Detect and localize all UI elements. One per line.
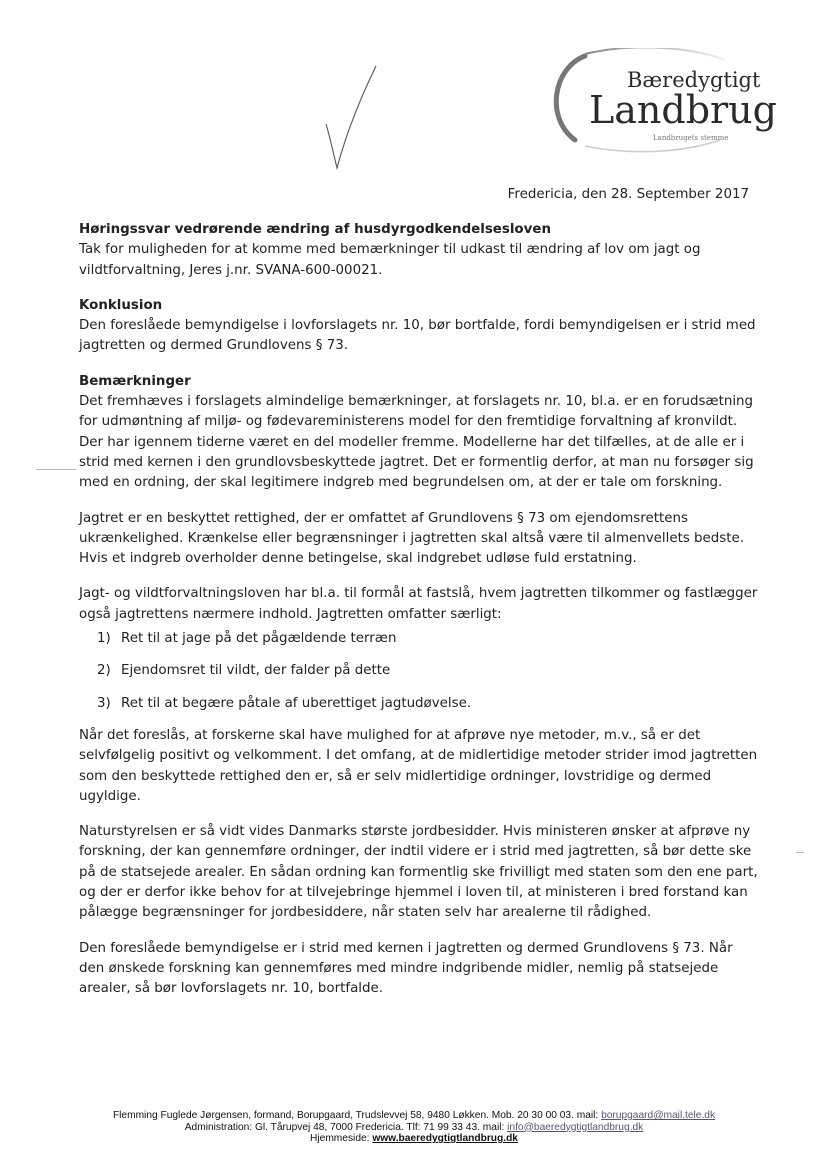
footer-website-label: Hjemmeside: (310, 1133, 373, 1145)
handwritten-checkmark (318, 62, 382, 174)
footer-line-website (0, 1133, 828, 1145)
paragraph-jagtret: Jagtret er en beskyttet rettighed, der er omfattet af Grundlovens § 73 om ejendomsrettens ukrænkelighed. Krænkelse eller begrænsninger i jagtretten skal altså være til almenvellets bedste. Hvis et indgreb overholder denne betingelse, skal indgrebet udløse fuld erstatning. (79, 510, 745, 567)
baeredygtigt-landbrug-logo (545, 48, 777, 158)
logo-text-top: Bæredygtigt (627, 68, 761, 92)
footer-line-chairman (0, 1110, 828, 1122)
letter-footer (0, 1110, 828, 1145)
bemaerkninger-paragraph: Det fremhæves i forslagets almindelige bemærkninger, at forslagets nr. 10, bl.a. er en forudsætning for udmøntning af miljø- og fødevareministerens model for den fremtidige forvaltning af kronvildt. Der har igennem tiderne været en del modeller fremme. Modellerne har det tilfælles, at de alle er i strid med kernen i den grundlovsbeskyttede jagtret. Det er formentlig derfor, at man nu forsøger sig med en ordning, der skal legitimere indgreb med begrundelsen om, at der er tale om forskning. (79, 394, 754, 491)
footer-administration-text: Administration: Gl. Tårupvej 48, 7000 Fredericia. Tlf: 71 99 33 43. mail: (184, 1121, 508, 1133)
logo-tagline: Landbrugets stemme (653, 134, 729, 142)
paragraph-naturstyrelsen: Naturstyrelsen er så vidt vides Danmarks største jordbesidder. Hvis ministeren ønsker at afprøve ny forskning, der kan gennemføre ordninger, der indtil videre er i strid med jagtretten, så bør dette ske på de statsejede arealer. En sådan ordning kan formentlig ske frivilligt med staten som den ene part, og der er derfor ikke behov for at tilvejebringe hjemmel i loven til, at ministeren i bred forstand kan pålægge begrænsninger for jordbesiddere, når staten selv har arealerne til rådighed. (79, 824, 758, 921)
website-link[interactable]: www.baeredygtigtlandbrug.dk (372, 1133, 518, 1145)
paragraph-forskning: Når det foreslås, at forskerne skal have mulighed for at afprøve nye metoder, m.v., så er det selvfølgelig positivt og velkomment. I det omfang, at de midlertidige metoder strider imod jagtretten som den beskyttede rettighed den er, så er selv midlertidige ordninger, lovstridige og dermed ugyldige. (79, 727, 758, 804)
list-text: Ret til at jage på det pågældende terræn (121, 631, 397, 647)
scan-speck (796, 852, 804, 853)
chairman-email-link[interactable]: borupgaard@mail.tele.dk (601, 1110, 716, 1121)
heading-paragraph (79, 220, 759, 281)
bemaerkninger-section (79, 372, 759, 494)
list-number: 3) (97, 695, 111, 711)
letter-heading: Høringssvar vedrørende ændring af husdyrgodkendelsesloven (79, 222, 551, 237)
administration-email-link[interactable]: info@baeredygtigtlandbrug.dk (507, 1121, 644, 1133)
date-line: Fredericia, den 28. September 2017 (507, 187, 749, 202)
list-item (79, 661, 759, 681)
list-item (79, 694, 759, 714)
bemaerkninger-title: Bemærkninger (79, 373, 191, 389)
paragraph-jagtloven: Jagt- og vildtforvaltningsloven har bl.a. til formål at fastslå, hvem jagtretten tilkommer og fastlægger også jagtrettens nærmere indhold. Jagtretten omfatter særligt: (79, 586, 758, 622)
konklusion-section (79, 296, 759, 357)
list-text: Ret til at begære påtale af uberettiget jagtudøvelse. (121, 695, 472, 711)
logo-text-main: Landbrug (589, 88, 777, 132)
konklusion-text: Den foreslåede bemyndigelse i lovforslagets nr. 10, bør bortfalde, fordi bemyndigelsen er i strid med jagtretten og dermed Grundlovens § 73. (79, 318, 756, 354)
jagtret-list (79, 629, 759, 714)
letter-body (79, 220, 759, 1015)
list-text: Ejendomsret til vildt, der falder på dette (121, 663, 391, 679)
list-item (79, 629, 759, 649)
intro-text: Tak for muligheden for at komme med bemærkninger til udkast til ændring af lov om jagt og vildtforvaltning, Jeres j.nr. SVANA-600-00021. (79, 242, 701, 278)
footer-line-administration (0, 1122, 828, 1134)
footer-chairman-text: Flemming Fuglede Jørgensen, formand, Borupgaard, Trudslevvej 58, 9480 Løkken. Mob. 20 30 00 03. mail: (112, 1110, 602, 1121)
list-number: 2) (97, 663, 111, 679)
paragraph-afslutning: Den foreslåede bemyndigelse er i strid med kernen i jagtretten og dermed Grundlovens § 73. Når den ønskede forskning kan gennemføres med mindre indgribende midler, nemlig på statsejede arealer, så bør lovforslagets nr. 10, bortfalde. (79, 940, 733, 997)
list-number: 1) (97, 631, 111, 647)
scan-speck (36, 469, 76, 470)
konklusion-title: Konklusion (79, 297, 163, 313)
